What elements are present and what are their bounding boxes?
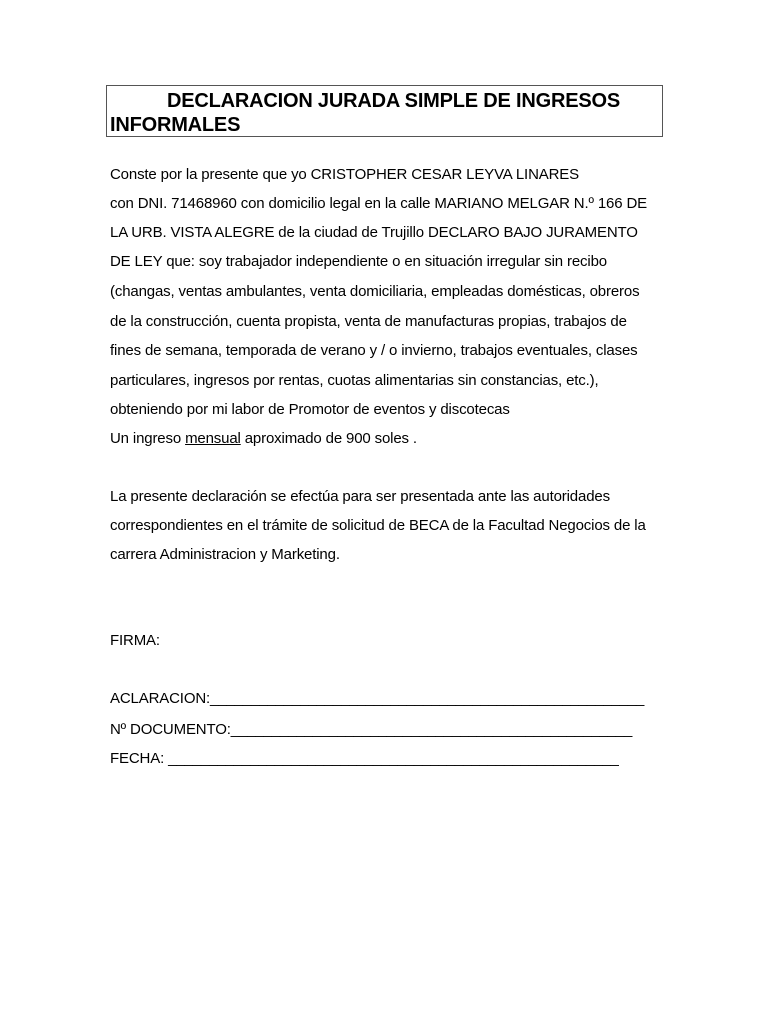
purpose-line-3: carrera Administracion y Marketing. xyxy=(110,546,340,563)
body-line-6: de la construcción, cuenta propista, venta de manufacturas propias, trabajos de xyxy=(110,313,627,330)
income-suffix: aproximado de 900 soles . xyxy=(240,430,417,447)
document-title-line-2: INFORMALES xyxy=(110,114,241,136)
document-number-field: Nº DOCUMENTO:_________________________________________________ xyxy=(110,721,633,738)
purpose-line-1: La presente declaración se efectúa para ser presentada ante las autoridades xyxy=(110,488,610,505)
body-line-5: (changas, ventas ambulantes, venta domiciliaria, empleadas domésticas, obreros xyxy=(110,283,640,300)
signature-label: FIRMA: xyxy=(110,632,160,649)
income-prefix: Un ingreso xyxy=(110,430,186,447)
body-line-3: LA URB. VISTA ALEGRE de la ciudad de Trujillo DECLARO BAJO JURAMENTO xyxy=(110,224,638,241)
clarification-field: ACLARACION:_____________________________________________________ xyxy=(110,690,645,707)
document-title-box xyxy=(106,85,663,137)
income-period: mensual xyxy=(185,430,241,447)
body-line-4: DE LEY que: soy trabajador independiente o en situación irregular sin recibo xyxy=(110,253,607,270)
body-line-8: particulares, ingresos por rentas, cuotas alimentarias sin constancias, etc.), xyxy=(110,372,599,389)
body-line-7: fines de semana, temporada de verano y / o invierno, trabajos eventuales, clases xyxy=(110,342,638,359)
body-line-9: obteniendo por mi labor de Promotor de eventos y discotecas xyxy=(110,401,510,418)
document-title-line-1: DECLARACION JURADA SIMPLE DE INGRESOS xyxy=(167,90,621,112)
purpose-line-2: correspondientes en el trámite de solicitud de BECA de la Facultad Negocios de la xyxy=(110,517,646,534)
body-line-1: Conste por la presente que yo CRISTOPHER CESAR LEYVA LINARES xyxy=(110,166,579,183)
date-field: FECHA: _______________________________________________________ xyxy=(110,750,619,767)
income-line xyxy=(110,430,417,448)
body-line-2: con DNI. 71468960 con domicilio legal en la calle MARIANO MELGAR N.º 166 DE xyxy=(110,195,647,212)
